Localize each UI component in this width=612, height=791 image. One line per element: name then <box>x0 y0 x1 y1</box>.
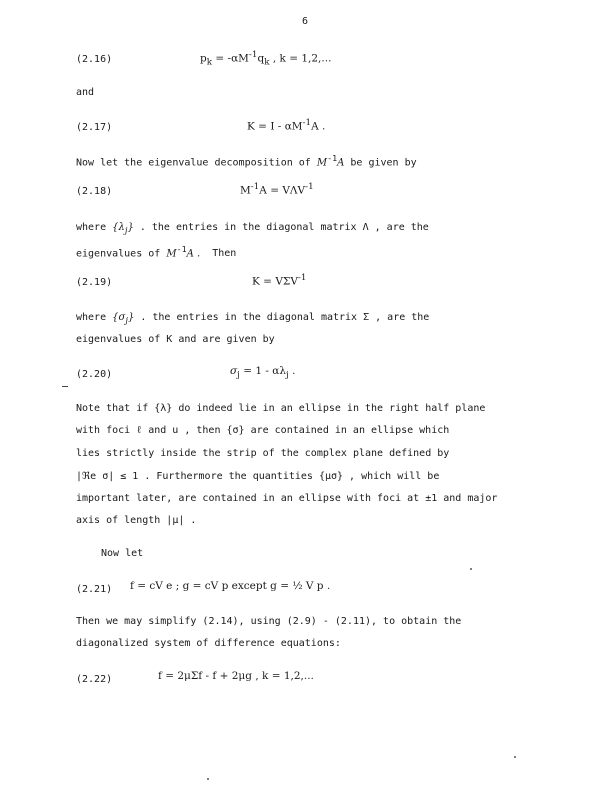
scan-speck <box>207 778 209 780</box>
eq-2-18-b: A = VΛV <box>259 184 306 197</box>
eq-2-19-sup: -1 <box>297 273 307 283</box>
eq-2-20-sub1: j <box>237 370 240 381</box>
equation-2-17 <box>247 118 325 133</box>
eigenvalues-of-sup: -1 <box>176 244 187 254</box>
eq-2-16-rhs-b: q <box>257 52 265 65</box>
eigenvalues-of-then: Then <box>212 248 237 260</box>
where-lambda-line <box>76 222 429 235</box>
eq-2-17-sup: -1 <box>302 118 312 128</box>
equation-2-16 <box>200 50 331 68</box>
sigma-set-close: } <box>127 312 135 323</box>
margin-mark <box>62 386 68 387</box>
eq-2-20-a: σ <box>230 365 238 377</box>
eq-2-16-lhs-sub: k <box>206 57 213 68</box>
now-let-text: Now let <box>101 548 144 559</box>
scan-speck <box>470 568 472 570</box>
equation-2-19 <box>252 273 306 288</box>
scan-speck <box>514 756 516 758</box>
lambda-set-close: } <box>127 222 134 233</box>
eq-2-20-c: . <box>292 365 296 377</box>
page-number: 6 <box>302 16 309 27</box>
eigen-intro-after: be given by <box>350 157 417 169</box>
where-sigma-w: where <box>76 312 107 323</box>
where-sigma-line <box>76 312 429 325</box>
equation-label-2-21: (2.21) <box>76 584 113 595</box>
eq-2-18-sup1: -1 <box>250 182 260 192</box>
paragraph-2-line-1: Then we may simplify (2.14), using (2.9) - (2.11), to obtain the <box>76 616 462 627</box>
paragraph-line-4: |ℜe σ| ≤ 1 . Furthermore the quantities {μσ} , which will be <box>76 471 440 482</box>
equation-label-2-17: (2.17) <box>76 122 113 133</box>
eq-2-17-part2: A . <box>311 120 326 133</box>
eigen-intro-before: Now let the eigenvalue decomposition of <box>76 157 311 169</box>
paragraph-line-2: with foci ℓ and u , then {σ} are contained in an ellipse which <box>76 425 450 436</box>
paragraph-line-1: Note that if {λ} do indeed lie in an ellipse in the right half plane <box>76 403 486 414</box>
eq-2-20-b: = 1 - αλ <box>243 365 287 377</box>
eq-2-18-sup2: -1 <box>305 182 314 192</box>
eq-2-19-a: K = VΣV <box>252 275 298 288</box>
equation-label-2-16: (2.16) <box>76 54 113 65</box>
eigen-intro <box>76 153 417 168</box>
where-lambda-w: where <box>76 222 107 233</box>
equation-label-2-19: (2.19) <box>76 277 113 288</box>
eigenvalues-of-m: M <box>166 248 177 260</box>
eq-2-18-a: M <box>240 184 251 197</box>
equation-label-2-18: (2.18) <box>76 186 113 197</box>
eq-2-16-rhs-sup: -1 <box>248 50 258 60</box>
eq-2-16-rhs-a: = -αM <box>215 52 249 65</box>
equation-2-20 <box>230 365 295 380</box>
equation-2-22: f = 2μΣf - f + 2μg , k = 1,2,... <box>158 670 314 682</box>
paragraph-2-line-2: diagonalized system of difference equations: <box>76 638 341 649</box>
paragraph-line-3: lies strictly inside the strip of the complex plane defined by <box>76 448 450 459</box>
and-text: and <box>76 87 95 98</box>
lambda-set-sub: j <box>124 225 128 235</box>
eq-2-20-sub2: j <box>286 370 289 381</box>
equation-2-21: f = cV e ; g = cV p except g = ½ V p . <box>130 580 331 592</box>
eigen-intro-a: A <box>337 157 345 169</box>
lambda-set-open: {λ <box>112 222 125 233</box>
sigma-set-open: {σ <box>112 312 126 323</box>
equation-2-18 <box>240 182 314 197</box>
where-lambda-rest: . the entries in the diagonal matrix Λ , are the <box>139 222 429 233</box>
equation-label-2-22: (2.22) <box>76 674 113 685</box>
sigma-set-sub: j <box>125 315 128 325</box>
eigen-intro-m: M <box>316 157 328 169</box>
paragraph-line-5: important later, are contained in an ellipse with foci at ±1 and major <box>76 493 498 504</box>
eigenvalues-of-k-line: eigenvalues of K and are given by <box>76 334 275 345</box>
eq-2-16-rhs-sub: k <box>264 57 270 68</box>
eigenvalues-of-line <box>76 244 236 259</box>
eq-2-16-rhs-c: , k = 1,2,... <box>272 52 332 65</box>
eigen-intro-sup: -1 <box>327 153 338 163</box>
eq-2-16-lhs: p <box>200 52 207 65</box>
where-sigma-rest: . the entries in the diagonal matrix Σ , are the <box>140 312 430 323</box>
eigenvalues-of-c: A . <box>186 248 201 260</box>
equation-label-2-20: (2.20) <box>76 369 113 380</box>
eq-2-17-part1: K = I - αM <box>247 120 303 133</box>
eigenvalues-of-a: eigenvalues of <box>76 248 161 260</box>
paragraph-line-6: axis of length |μ| . <box>76 515 197 526</box>
